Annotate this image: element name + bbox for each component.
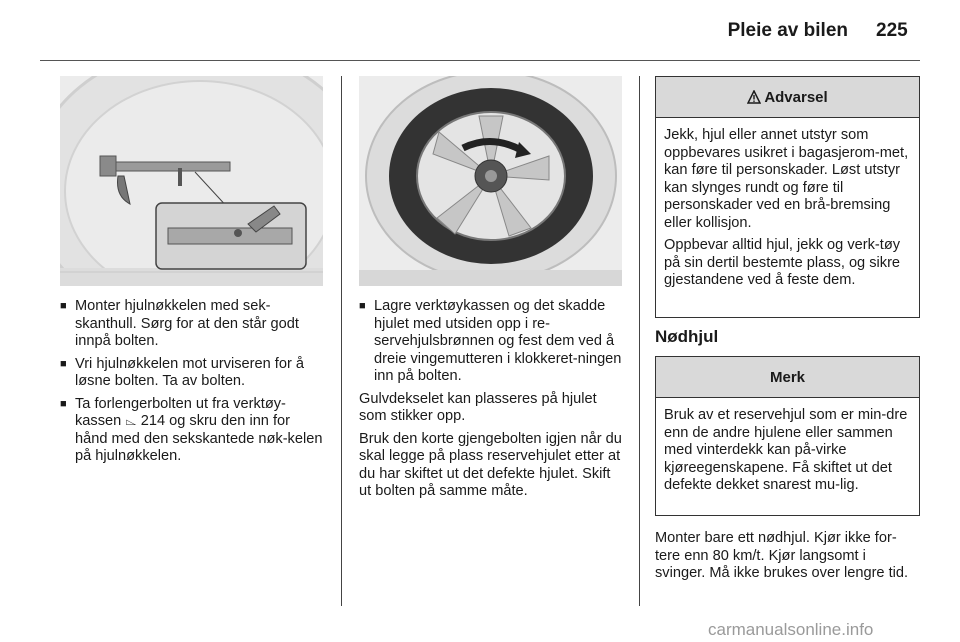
left-column <box>60 298 325 471</box>
warning-paragraph: Jekk, hjul eller annet utstyr som oppbevares usikret i bagasjerom-met, kan føre til personskader. Løst utstyr kan slynges rundt og føre til personskader ved en brå-bremsing eller kollisjon. <box>664 127 909 231</box>
page-header-title: Pleie av bilen <box>727 20 848 41</box>
watermark: carmanualsonline.info <box>708 620 874 639</box>
warning-triangle-icon <box>747 90 761 104</box>
paragraph: Bruk den korte gjengebolten igjen når du skal legge på plass reservehjulet etter at du har skiftet ut det defekte hjulet. Skift ut bolten på samme måte. <box>359 430 622 499</box>
warning-box-header <box>656 77 919 118</box>
warning-paragraph: Oppbevar alltid hjul, jekk og verk-tøy på sin dertil bestemte plass, og sikre gjestandene ved å feste dem. <box>664 237 901 288</box>
note-paragraph: Bruk av et reservehjul som er min-dre enn de andre hjulene eller sammen med vinterdekk kan på-virke kjøreegenskapene. Få skiftet ut det defekte dekket snarest mu-lig. <box>664 407 908 493</box>
warning-box-title: Advarsel <box>764 88 828 106</box>
figure-wrench-in-wheel-well <box>60 76 323 286</box>
section-heading: Nødhjul <box>655 327 719 346</box>
middle-column <box>359 298 624 506</box>
header-rule <box>40 60 920 61</box>
warning-box <box>655 76 920 318</box>
right-paragraph: Monter bare ett nødhjul. Kjør ikke for-tere enn 80 km/t. Kjør langsomt i svinger. Må ikke brukes over lengre tid. <box>655 530 909 581</box>
column-divider-left <box>341 76 342 606</box>
list-item: ■ Ta forlengerbolten ut fra verktøy-kassen ⌳ 214 og skru den inn for hånd med den sekskantede nøk-kelen på hjulnøkkelen. <box>60 396 325 466</box>
column-divider-right <box>639 76 640 606</box>
list-item: ■ Monter hjulnøkkelen med sek-skanthull. Sørg for at den står godt innpå bolten. <box>60 298 325 351</box>
paragraph: Gulvdekselet kan plasseres på hjulet som stikker opp. <box>359 390 597 424</box>
note-box-header <box>656 357 919 398</box>
note-box <box>655 356 920 516</box>
page-number: 225 <box>876 20 908 41</box>
note-box-title: Merk <box>769 368 806 386</box>
list-item: ■ Lagre verktøykassen og det skadde hjulet med utsiden opp i re-servehjulsbrønnen og fest dem ved å dreie vingemutteren i klokkeret-ningen inn på bolten. <box>359 298 624 386</box>
figure-spare-wheel <box>359 76 622 286</box>
list-item: ■ Vri hjulnøkkelen mot urviseren for å løsne bolten. Ta av bolten. <box>60 356 325 391</box>
